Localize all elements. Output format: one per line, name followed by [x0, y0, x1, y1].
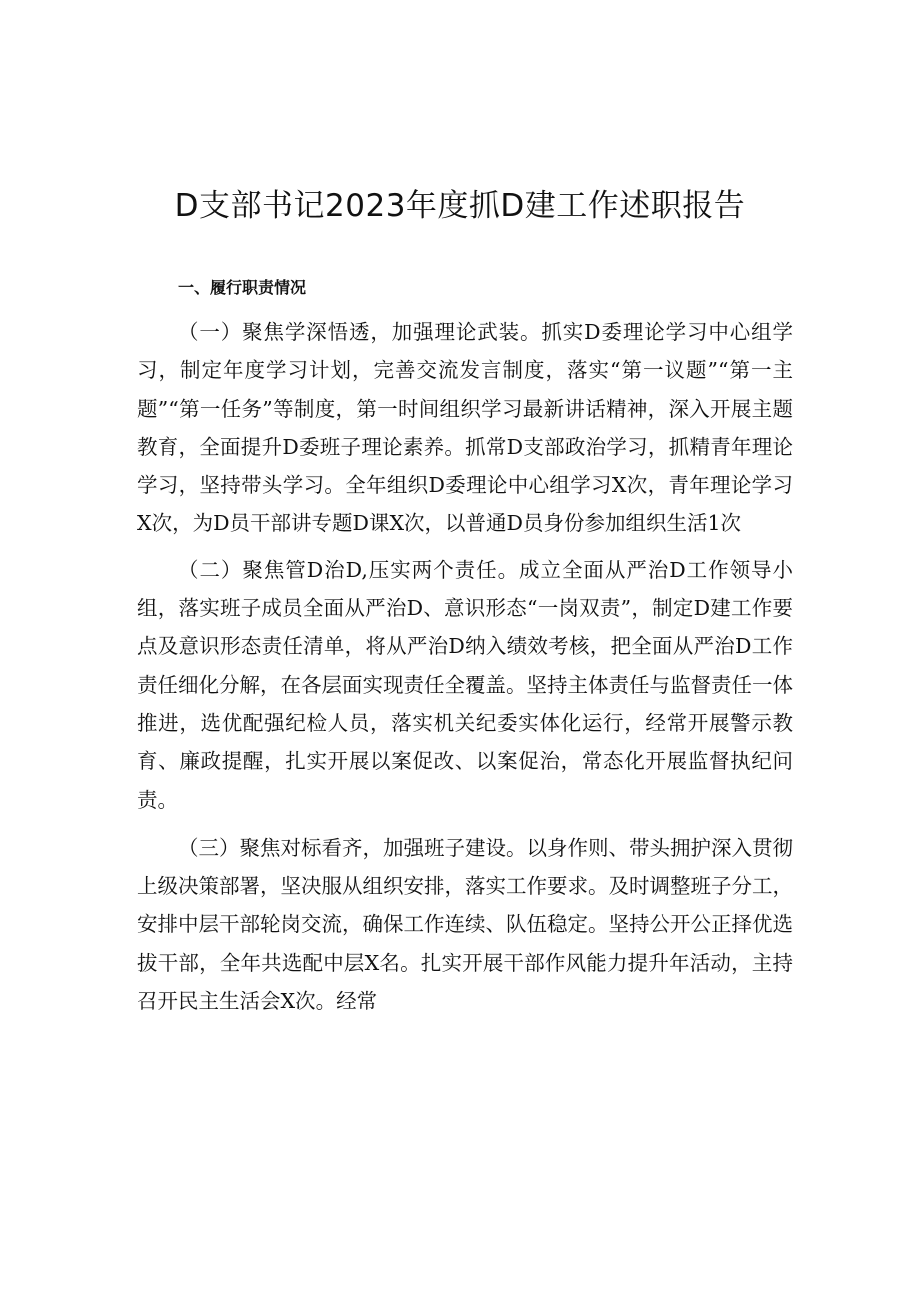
paragraph-1: （一）聚焦学深悟透，加强理论武装。抓实D委理论学习中心组学习，制定年度学习计划，完善交流发言制度，落实“第一议题”“第一主题”“第一任务”等制度，第一时间组织学习最新讲话精神，深入开展主题教育，全面提升D委班子理论素养。抓常D支部政治学习，抓精青年理论学习，坚持带头学习。全年组织D委理论中心组学习X次，青年理论学习X次，为D员干部讲专题D课X次，以普通D员身份参加组织生活1次 — [137, 320, 793, 536]
document-body — [137, 313, 793, 1020]
section-heading: 一、履行职责情况 — [178, 278, 307, 297]
paragraph-2: （二）聚焦管D治D,压实两个责任。成立全面从严治D工作领导小组，落实班子成员全面从严治D、意识形态“一岗双责”，制定D建工作要点及意识形态责任清单，将从严治D纳入绩效考核，把全面从严治D工作责任细化分解，在各层面实现责任全覆盖。坚持主体责任与监督责任一体推进，选优配强纪检人员，落实机关纪委实体化运行，经常开展警示教育、廉政提醒，扎实开展以案促改、以案促治，常态化开展监督执纪问责。 — [137, 557, 793, 812]
paragraph-3: （三）聚焦对标看齐，加强班子建设。以身作则、带头拥护深入贯彻上级决策部署，坚决服从组织安排，落实工作要求。及时调整班子分工，安排中层干部轮岗交流，确保工作连续、队伍稳定。坚持公开公正择优选拔干部，全年共选配中层X名。扎实开展干部作风能力提升年活动，主持召开民主生活会X次。经常 — [137, 835, 793, 1014]
document-title: D支部书记2023年度抓D建工作述职报告 — [174, 187, 746, 224]
